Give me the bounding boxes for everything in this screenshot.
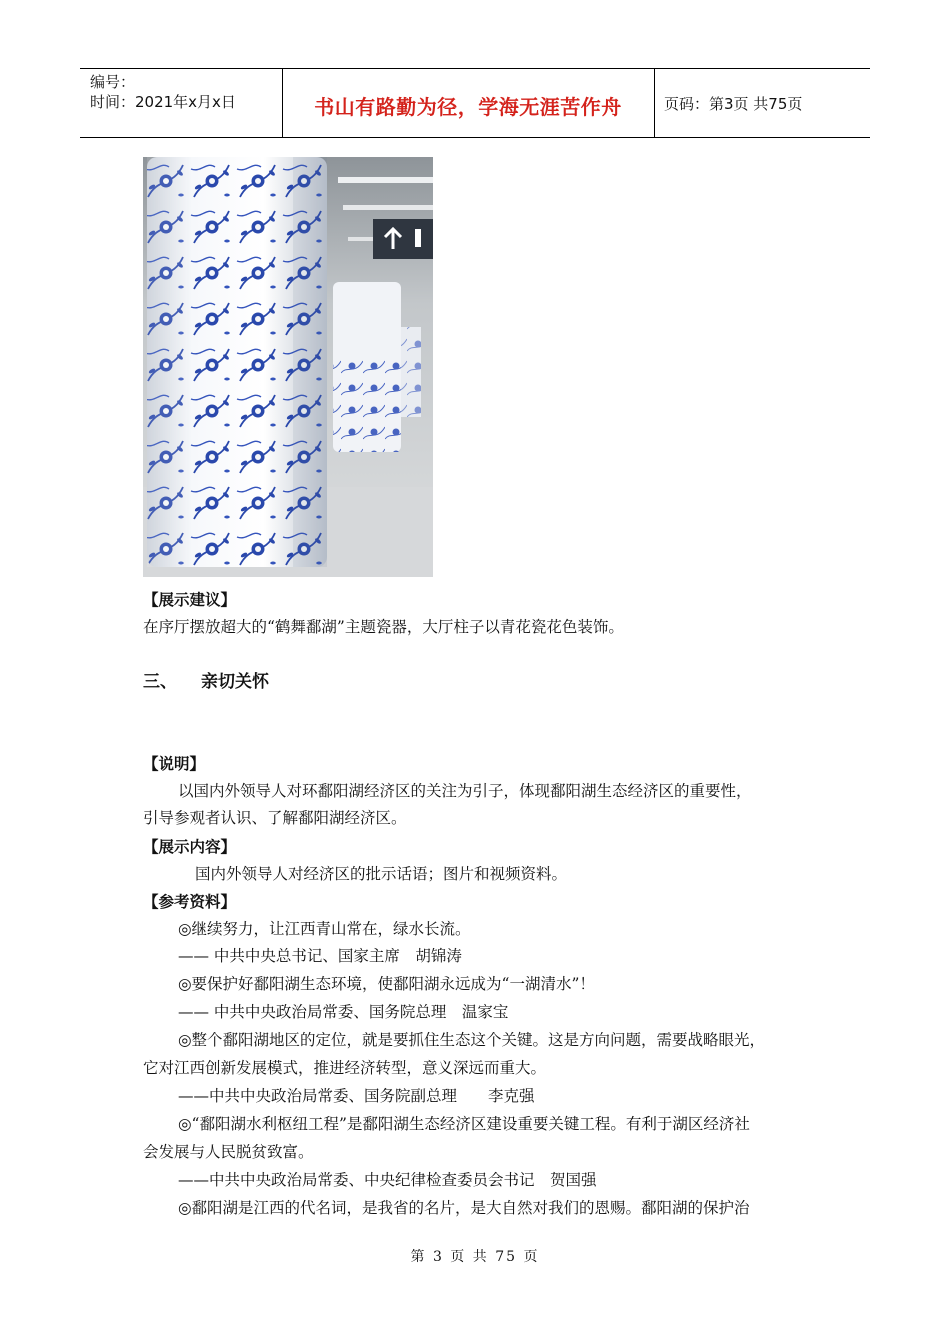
- section-three-title: 亲切关怀: [201, 672, 269, 692]
- header-motto: 书山有路勤为径，学海无涯苦作舟: [314, 95, 622, 119]
- explanation-line-1: 以国内外领导人对环鄱阳湖经济区的关注为引子，体现鄱阳湖生态经济区的重要性，: [178, 782, 752, 800]
- reference-line: ——中共中央政治局常委、中央纪律检查委员会书记 贺国强: [178, 1171, 597, 1189]
- reference-line: ◎鄱阳湖是江西的代名词，是我省的名片，是大自然对我们的恩赐。鄱阳湖的保护治: [178, 1199, 750, 1217]
- header-page-cell: [654, 69, 870, 137]
- header-motto-cell: [282, 69, 655, 137]
- reference-line: ◎要保护好鄱阳湖生态环境，使鄱阳湖永远成为“一湖清水”！: [178, 975, 595, 993]
- display-suggestion-heading: 【展示建议】: [143, 591, 237, 609]
- header-left-cell: [80, 69, 283, 137]
- blue-white-porcelain-pillar-photo: [143, 157, 433, 577]
- explanation-heading: 【说明】: [143, 755, 206, 773]
- header-page-info: 页码：第3页 共75页: [664, 95, 803, 113]
- document-date-label: 时间：2021年x月x日: [90, 93, 236, 111]
- reference-line: ——中共中央政治局常委、国务院副总理 李克强: [178, 1087, 535, 1105]
- content-text: 国内外领导人对经济区的批示话语；图片和视频资料。: [195, 865, 568, 883]
- reference-line: 它对江西创新发展模式，推进经济转型，意义深远而重大。: [143, 1059, 547, 1077]
- explanation-line-2: 引导参观者认识、了解鄱阳湖经济区。: [143, 809, 407, 827]
- references-heading: 【参考资料】: [143, 893, 237, 911]
- content-heading: 【展示内容】: [143, 838, 237, 856]
- reference-line: ◎继续努力，让江西青山常在，绿水长流。: [178, 920, 471, 938]
- display-suggestion-text: 在序厅摆放超大的“鹤舞鄱湖”主题瓷器，大厅柱子以青花瓷花色装饰。: [143, 618, 624, 636]
- pillar-illustration: [143, 157, 433, 577]
- reference-line: ◎“鄱阳湖水利枢纽工程”是鄱阳湖生态经济区建设重要关键工程。有利于湖区经济社: [178, 1115, 750, 1133]
- document-header: [80, 68, 870, 138]
- reference-line: ◎整个鄱阳湖地区的定位，就是要抓住生态这个关键。这是方向问题，需要战略眼光，: [178, 1031, 766, 1049]
- reference-line: —— 中共中央政治局常委、国务院总理 温家宝: [178, 1003, 509, 1021]
- page-footer: 第 3 页 共 75 页: [410, 1249, 540, 1265]
- document-number-label: 编号：: [90, 73, 136, 91]
- reference-line: 会发展与人民脱贫致富。: [143, 1143, 314, 1161]
- reference-line: —— 中共中央总书记、国家主席 胡锦涛: [178, 947, 462, 965]
- section-three-number: 三、: [143, 672, 177, 692]
